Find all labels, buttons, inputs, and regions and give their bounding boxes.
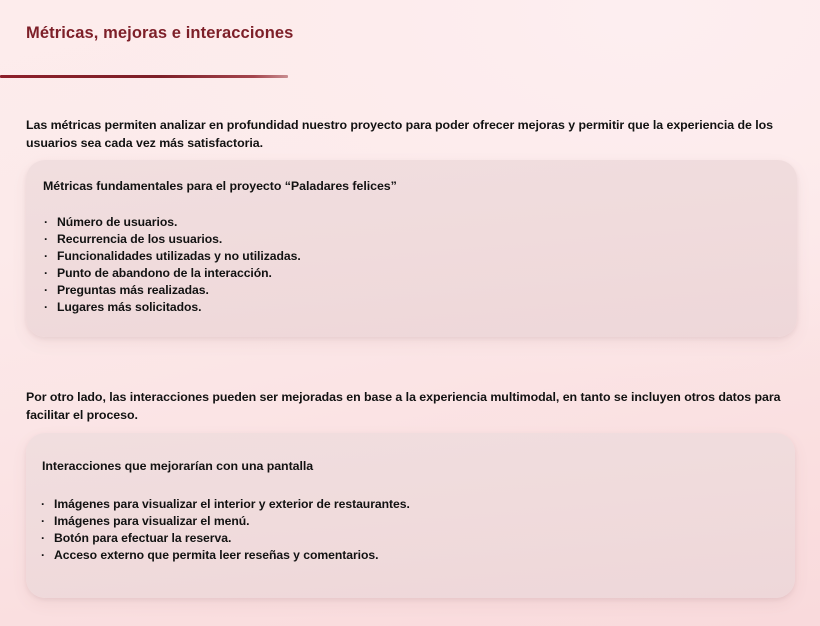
list-item: [41, 530, 410, 547]
bridge-paragraph: Por otro lado, las interacciones pueden ser mejoradas en base a la experiencia multimodal, en tanto se incluyen otros datos para facilitar el proceso.: [26, 390, 781, 422]
list-item: [44, 214, 301, 231]
list-item: [44, 299, 301, 316]
list-item: [41, 547, 410, 564]
page-title: Métricas, mejoras e interacciones: [26, 24, 294, 42]
list-item: [41, 513, 410, 530]
bullet-dot-icon: ·: [41, 531, 46, 546]
metrics-bullet-list: [44, 214, 301, 317]
bullet-dot-icon: ·: [41, 514, 46, 529]
list-item-label: Lugares más solicitados.: [57, 300, 202, 315]
list-item-label: Preguntas más realizadas.: [57, 283, 209, 298]
bullet-dot-icon: ·: [44, 266, 49, 281]
interactions-bullet-list: [41, 496, 410, 564]
list-item-label: Número de usuarios.: [57, 215, 178, 229]
interactions-card: [26, 433, 795, 598]
intro-paragraph: Las métricas permiten analizar en profundidad nuestro proyecto para poder ofrecer mejoras y permitir que la experiencia de los usuarios sea cada vez más satisfactoria.: [26, 118, 774, 150]
list-item-label: Funcionalidades utilizadas y no utilizadas.: [57, 249, 301, 264]
list-item: [44, 248, 301, 265]
title-block: [0, 24, 820, 44]
list-item: [41, 496, 410, 513]
list-item-label: Acceso externo que permita leer reseñas y comentarios.: [54, 548, 379, 563]
metrics-card-heading: Métricas fundamentales para el proyecto “Paladares felices”: [43, 179, 397, 193]
bullet-dot-icon: ·: [44, 249, 49, 264]
bullet-dot-icon: ·: [44, 300, 49, 315]
title-underline-rule: [0, 75, 288, 78]
list-item-label: Imágenes para visualizar el interior y exterior de restaurantes.: [54, 497, 410, 511]
list-item-label: Botón para efectuar la reserva.: [54, 531, 232, 546]
list-item: [44, 231, 301, 248]
bullet-dot-icon: ·: [44, 215, 49, 229]
bullet-dot-icon: ·: [44, 232, 49, 247]
list-item: [44, 265, 301, 282]
list-item-label: Recurrencia de los usuarios.: [57, 232, 223, 247]
bullet-dot-icon: ·: [44, 283, 49, 298]
list-item: [44, 282, 301, 299]
list-item-label: Punto de abandono de la interacción.: [57, 266, 272, 281]
bullet-dot-icon: ·: [41, 548, 46, 563]
metrics-card: [26, 160, 797, 337]
bullet-dot-icon: ·: [41, 497, 46, 511]
interactions-card-heading: Interacciones que mejorarían con una pantalla: [42, 459, 314, 473]
list-item-label: Imágenes para visualizar el menú.: [54, 514, 250, 529]
